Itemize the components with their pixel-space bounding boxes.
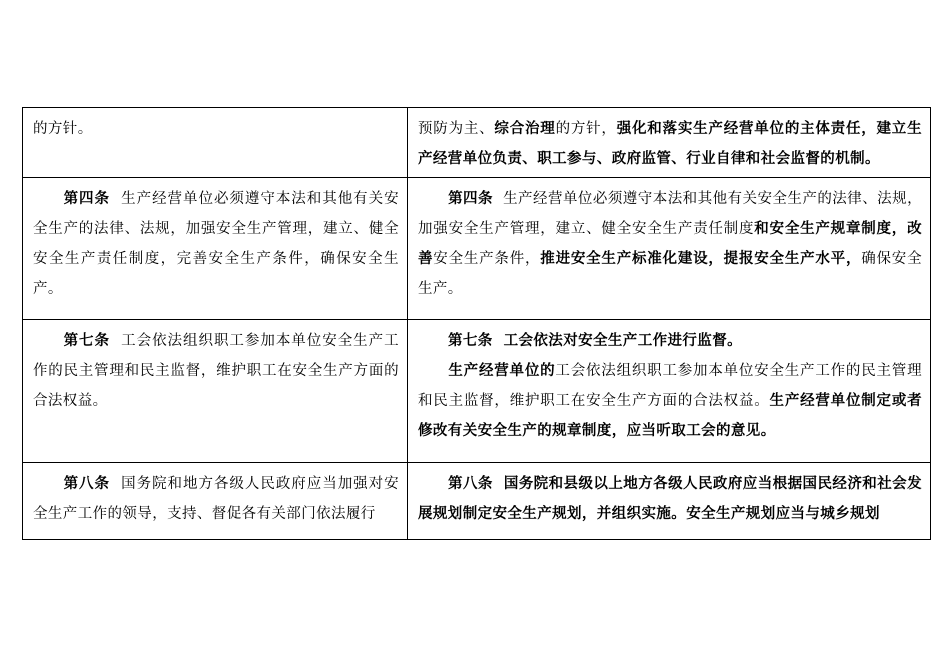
table-row	[23, 178, 931, 320]
article-number: 第四条	[448, 190, 493, 207]
paragraph	[418, 184, 922, 304]
text-run-bold: 综合治理	[494, 120, 556, 137]
paragraph	[418, 326, 922, 356]
text-run: 确保安全生产。	[418, 251, 922, 297]
table-row	[23, 463, 931, 540]
text-run: 的方针，	[555, 121, 617, 137]
article-number: 第七条	[63, 332, 110, 349]
paragraph	[418, 469, 922, 529]
text-run-bold: 生产经营单位的	[448, 362, 556, 379]
paragraph	[33, 184, 399, 304]
text-run: 安全生产条件，	[433, 251, 541, 267]
new-text-cell	[408, 178, 931, 320]
article-number: 第八条	[63, 475, 110, 492]
paragraph	[33, 114, 399, 144]
article-number: 第四条	[63, 190, 110, 207]
text-run: 国务院和地方各级人民政府应当加强对安全生产工作的领导，支持、督促各有关部门依法履行	[33, 476, 400, 522]
old-text-cell	[23, 320, 408, 463]
table-row	[23, 320, 931, 463]
old-text-cell	[23, 108, 408, 178]
new-text-cell	[408, 463, 931, 540]
paragraph	[418, 114, 922, 174]
old-text-cell	[23, 178, 408, 320]
paragraph	[33, 469, 399, 529]
text-run: 的方针。	[33, 121, 93, 137]
text-run-bold: 第八条 国务院和县级以上地方各级人民政府应当根据国民经济和社会发展规划制定安全生产规划，并组织实施。安全生产规划应当与城乡规划	[418, 475, 922, 522]
text-run: 工会依法组织职工参加本单位安全生产工作的民主管理和民主监督，维护职工在安全生产方面的合法权益。	[418, 363, 922, 409]
paragraph	[33, 326, 399, 416]
paragraph	[418, 356, 922, 446]
text-run-bold: 推进安全生产标准化建设，提报安全生产水平，	[540, 250, 862, 267]
text-run-bold: 和安全生产规章制度，改善	[418, 220, 922, 267]
text-run: 生产经营单位必须遵守本法和其他有关安全生产的法律、法规，加强安全生产管理，建立、健全安全生产责任制度	[418, 191, 922, 237]
new-text-cell	[408, 108, 931, 178]
text-run-bold: 生产经营单位制定或者修改有关安全生产的规章制度，应当听取工会的意见。	[418, 392, 923, 439]
new-text-cell	[408, 320, 931, 463]
text-run: 工会依法组织职工参加本单位安全生产工作的民主管理和民主监督，维护职工在安全生产方面的合法权益。	[33, 333, 400, 409]
text-run-bold: 第七条 工会依法对安全生产工作进行监督。	[448, 332, 742, 349]
text-run: 生产经营单位必须遵守本法和其他有关安全生产的法律、法规，加强安全生产管理，建立、健全安全生产责任制度，完善安全生产条件，确保安全生产。	[33, 191, 400, 297]
comparison-table	[22, 107, 931, 540]
old-text-cell	[23, 463, 408, 540]
text-run-bold: 强化和落实生产经营单位的主体责任，建立生产经营单位负责、职工参与、政府监管、行业自律和社会监督的机制。	[418, 120, 922, 167]
text-run: 预防为主、	[418, 121, 495, 137]
table-row	[23, 108, 931, 178]
